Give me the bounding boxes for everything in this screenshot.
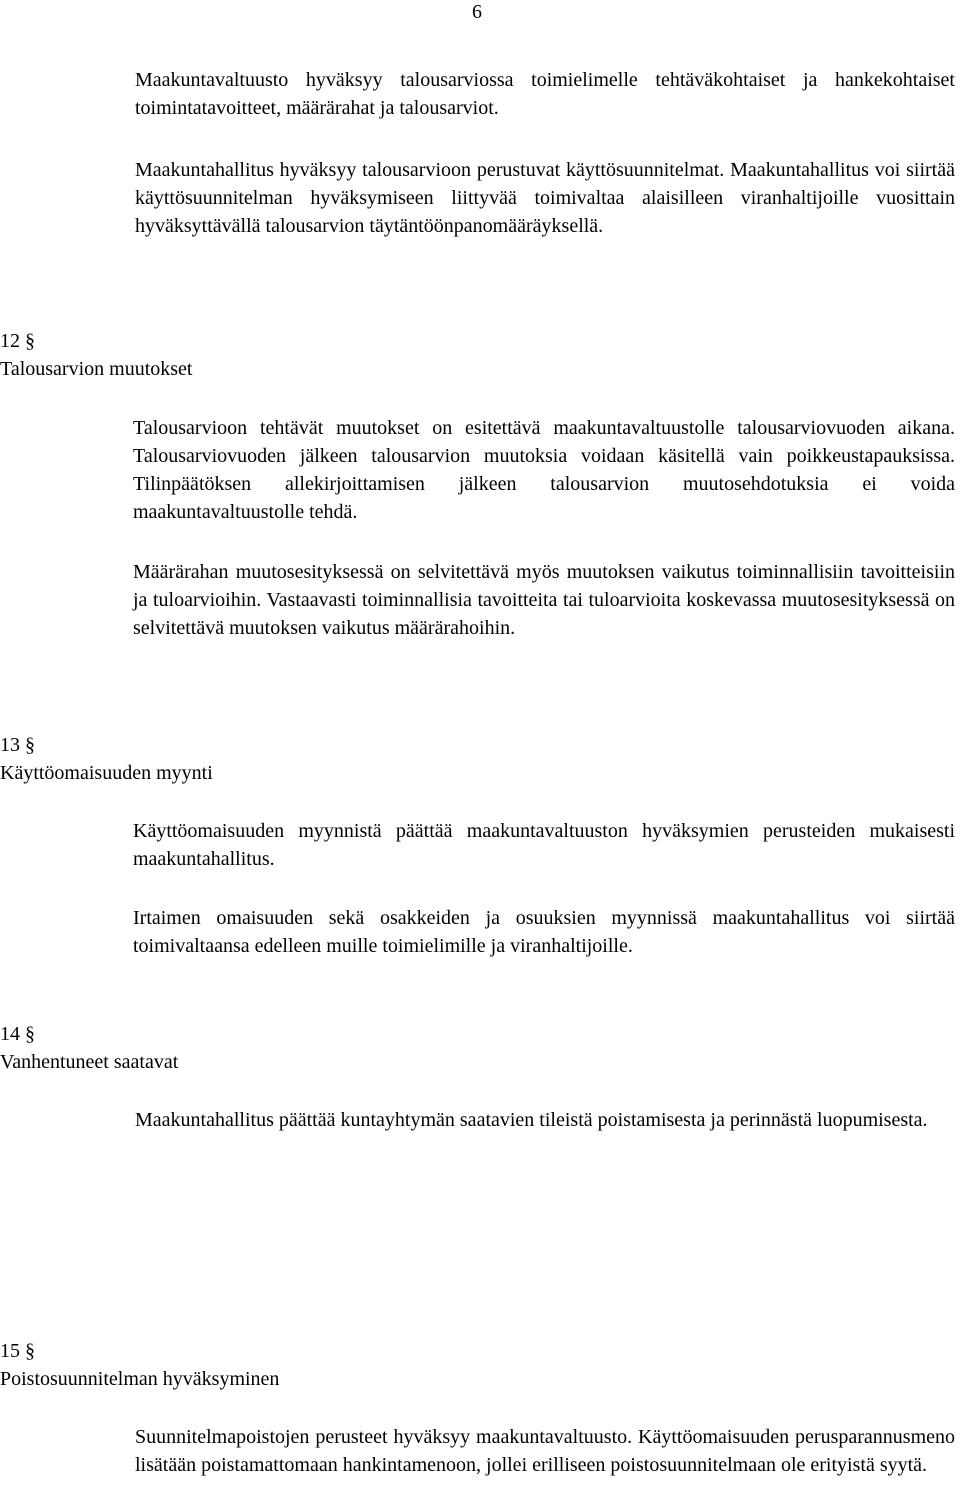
section-12-paragraph-2: Määrärahan muutosesityksessä on selvitettävä myös muutoksen vaikutus toiminnallisiin tavoitteisiin ja tuloarvioihin. Vastaavasti toiminnallisia tavoitteita tai tuloarvioita koskevassa muutosesityksessä on selvitettävä muutoksen vaikutus määrärahoihin.: [133, 561, 955, 639]
section-12-number: 12 §: [0, 330, 35, 352]
section-13-paragraph-2: Irtaimen omaisuuden sekä osakkeiden ja osuuksien myynnissä maakuntahallitus voi siirtää toimivaltaansa edelleen muille toimielimille ja viranhaltijoille.: [133, 907, 955, 957]
section-12-title: Talousarvion muutokset: [0, 358, 193, 380]
section-15-paragraph-1: Suunnitelmapoistojen perusteet hyväksyy maakuntavaltuusto. Käyttöomaisuuden perusparannusmeno lisätään poistamattomaan hankintamenoon, jollei erilliseen poistosuunnitelmaan ole erityistä syytä.: [135, 1426, 955, 1476]
intro-paragraph-1: Maakuntavaltuusto hyväksyy talousarviossa toimielimelle tehtäväkohtaiset ja hankekohtaiset toimintatavoitteet, määrärahat ja talousarviot.: [135, 69, 955, 119]
section-12-paragraph-1: Talousarvioon tehtävät muutokset on esitettävä maakuntavaltuustolle talousarviovuoden aikana. Talousarviovuoden jälkeen talousarvion muutoksia voidaan käsitellä vain poikkeustapauksissa. Tilinpäätöksen allekirjoittamisen jälkeen talousarvion muutosehdotuksia ei voida maakuntavaltuustolle tehdä.: [133, 417, 955, 523]
page-number: 6: [472, 1, 482, 23]
section-13-paragraph-1: Käyttöomaisuuden myynnistä päättää maakuntavaltuuston hyväksymien perusteiden mukaisesti maakuntahallitus.: [133, 820, 955, 870]
intro-paragraph-2: Maakuntahallitus hyväksyy talousarvioon perustuvat käyttösuunnitelmat. Maakuntahallitus voi siirtää käyttösuunnitelman hyväksymiseen liittyvää toimivaltaa alaisilleen viranhaltijoille vuosittain hyväksyttävällä talousarvion täytäntöönpanomääräyksellä.: [135, 159, 955, 237]
section-15-title: Poistosuunnitelman hyväksyminen: [0, 1368, 280, 1390]
section-14-number: 14 §: [0, 1023, 35, 1045]
section-14-paragraph-1: Maakuntahallitus päättää kuntayhtymän saatavien tileistä poistamisesta ja perinnästä luopumisesta.: [135, 1109, 928, 1131]
section-13-number: 13 §: [0, 734, 35, 756]
section-15-number: 15 §: [0, 1340, 35, 1362]
section-13-title: Käyttöomaisuuden myynti: [0, 762, 213, 784]
section-14-title: Vanhentuneet saatavat: [0, 1051, 179, 1073]
